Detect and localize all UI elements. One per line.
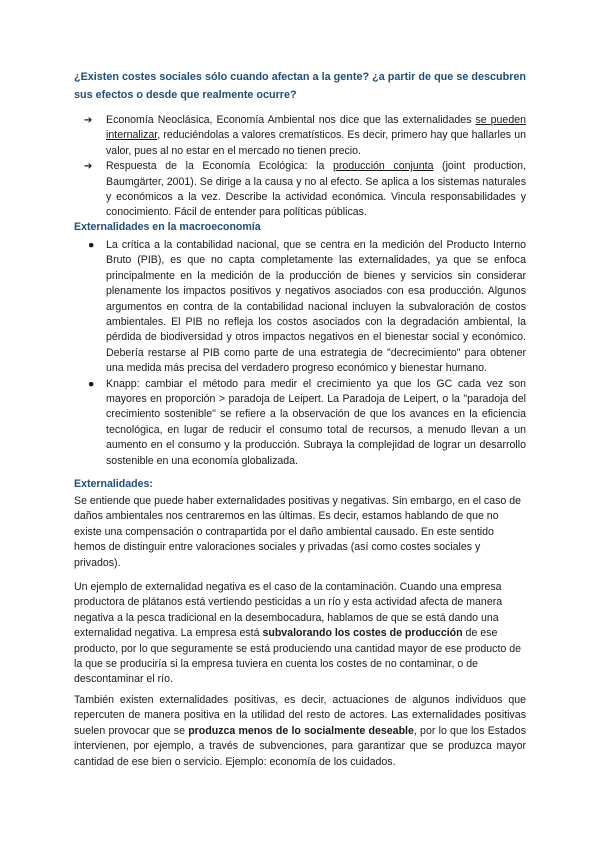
bullet-list — [88, 238, 526, 469]
underlined-term: producción conjunta — [333, 160, 434, 173]
item-text: , reduciéndolas a valores crematísticos. Es decir, primero hay que hallarles un valor, pues al no estar en el mercado no tienen precio. — [106, 129, 526, 157]
paragraph: Se entiende que puede haber externalidades positivas y negativas. Sin embargo, en el caso de daños ambientales nos centraremos en las últimas. Es decir, estamos hablando de que no existe una compensación o contrapartida por el daño ambiental causado. En este sentido hemos de distinguir entre valoraciones sociales y privadas (así como costes sociales y privados). — [74, 495, 522, 569]
paragraph — [74, 693, 526, 770]
list-item — [88, 238, 526, 377]
bold-phrase: subvalorando los costes de producción — [262, 627, 463, 640]
paragraph-text: , por lo que los Estados intervienen, por ejemplo, a través de subvenciones, para garantizar que se produzca mayor cantidad de ese bien o servicio. Ejemplo: economía de los cuidados. — [74, 724, 526, 768]
list-item — [84, 159, 527, 221]
arrow-right-icon: ➔ — [84, 161, 93, 173]
paragraph-text: También existen externalidades positivas, es decir, actuaciones de algunos individuos que repercuten de manera positiva en la utilidad del resto de actores. Las externalidades positivas suelen provocar que se — [74, 694, 526, 737]
bullet-dot-icon: ● — [88, 377, 95, 390]
section-heading-externalidades: Externalidades: — [74, 478, 153, 490]
list-item — [84, 113, 526, 159]
item-text: (joint production, Baumgärter, 2001). Se dirige a la causa y no al efecto. Se aplica a los sistemas naturales y económicos a la vez. Describe la actividad económica. Vincula responsabilidades y conocimiento. Fácil de entender para políticas públicas. — [106, 160, 527, 219]
list-item — [88, 377, 526, 469]
item-text: Knapp: cambiar el método para medir el crecimiento ya que los GC cada vez son mayores en proporción > paradoja de Leipert. La Paradoja de Leipert, o la "paradoja del crecimiento sostenible" se refiere a la observación de que los avances en la eficiencia tecnológica, en lugar de reducir el consumo total de recursos, a menudo llevan a un aumento en el consumo y la producción. Subraya la complejidad de lograr un desarrollo sostenible en una economía globalizada. — [106, 377, 526, 467]
bold-phrase: produzca menos de lo socialmente deseable — [188, 724, 414, 737]
underlined-term: se pueden internalizar — [106, 114, 526, 142]
arrow-right-icon: ➔ — [84, 115, 93, 126]
item-text: Respuesta de la Economía Ecológica: la — [106, 160, 333, 173]
page-title: ¿Existen costes sociales sólo cuando afectan a la gente? ¿a partir de que se descubren sus efectos o desde que realmente ocurre? — [74, 71, 526, 101]
paragraph-text: de ese producto, por lo que seguramente se está produciendo una cantidad mayor de ese producto de la que se produciría si la empresa tuviera en cuenta los costes de no contaminar, o de descontaminar el río. — [74, 627, 522, 686]
section-heading-macroeconomia: Externalidades en la macroeconomía — [74, 221, 261, 233]
item-text: La crítica a la contabilidad nacional, que se centra en la medición del Producto Interno Bruto (PIB), es que no capta completamente las externalidades, ya que se enfoca principalmente en la medición de la producción de bienes y servicios sin considerar plenamente los impactos positivos y negativos asociados con esa producción. Algunos argumentos en contra de la contabilidad nacional incluyen la subvaloración de costos ambientales. El PIB no refleja los costos asociados con la degradación ambiental, la pérdida de biodiversidad y otros impactos negativos en el bienestar social y económico. Debería restarse al PIB como parte de una estrategia de "decrecimiento" para obtener una medida más precisa del verdadero progreso económico y bienestar humano. — [106, 239, 526, 375]
paragraph — [74, 580, 526, 688]
bullet-dot-icon: ● — [88, 239, 95, 251]
paragraph-text: Un ejemplo de externalidad negativa es el caso de la contaminación. Cuando una empresa productora de plátanos está vertiendo pesticidas a un río y esta actividad afecta de manera negativa a la pesca tradicional en la desembocadura, hablamos de que se está dando una externalidad negativa. La empresa está — [74, 581, 503, 640]
item-text: Economía Neoclásica, Economía Ambiental nos dice que las externalidades — [106, 114, 476, 126]
arrow-list — [84, 113, 527, 221]
